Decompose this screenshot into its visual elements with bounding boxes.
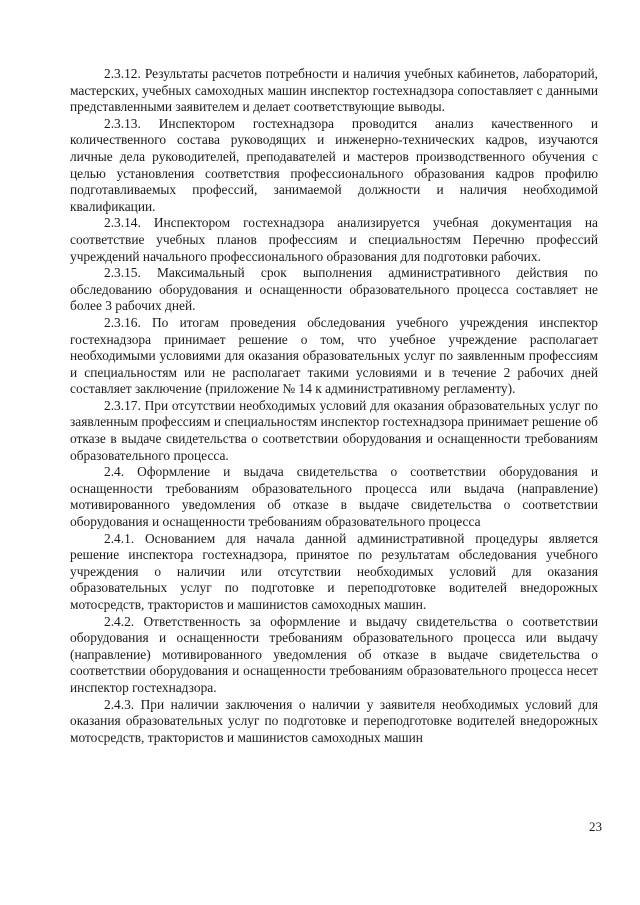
paragraph-2-3-15: 2.3.15. Максимальный срок выполнения административного действия по обследованию оборудования и оснащенности образовательного процесса составляет не более 3 рабочих дней. — [70, 265, 598, 314]
paragraph-2-4-2: 2.4.2. Ответственность за оформление и выдачу свидетельства о соответствии оборудования и оснащенности требованиям образовательного процесса или выдачу (направление) мотивированного уведомления об отказе в выдаче свидетельства о соответствии оборудования и оснащенности требованиям образовательного процесса несет инспектор гостехнадзора. — [70, 613, 598, 695]
page-number: 23 — [589, 819, 602, 834]
document-body — [70, 66, 598, 746]
paragraph-2-4-3: 2.4.3. При наличии заключения о наличии у заявителя необходимых условий для оказания образовательных услуг по подготовке и переподготовке водителей внедорожных мотосредств, трактористов и машинистов самоходных машин — [70, 696, 598, 745]
paragraph-2-3-13: 2.3.13. Инспектором гостехнадзора проводится анализ качественного и количественного состава руководящих и инженерно-технических кадров, изучаются личные дела руководителей, преподавателей и мастеров производственного обучения с целью установления соответствия профессионального образования кадров профилю подготавливаемых профессий, занимаемой должности и наличия необходимой квалификации. — [70, 115, 598, 214]
paragraph-2-3-16: 2.3.16. По итогам проведения обследования учебного учреждения инспектор гостехнадзора принимает решение о том, что учебное учреждение располагает необходимыми условиями для оказания образовательных услуг по заявленным профессиям и специальностям или не располагает такими условиями и в течение 2 рабочих дней составляет заключение (приложение № 14 к административному регламенту). — [70, 314, 598, 397]
paragraph-2-3-14: 2.3.14. Инспектором гостехнадзора анализируется учебная документация на соответствие учебных планов профессиям и специальностям Перечню профессий учреждений начального профессионального образования для подготовки рабочих. — [70, 215, 598, 264]
paragraph-2-3-17: 2.3.17. При отсутствии необходимых условий для оказания образовательных услуг по заявленным профессиям и специальностям инспектор гостехнадзора принимает решение об отказе в выдаче свидетельства о соответствии оборудования и оснащенности требованиям образовательного процесса. — [70, 397, 598, 463]
paragraph-2-4: 2.4. Оформление и выдача свидетельства о соответствии оборудования и оснащенности требованиям образовательного процесса или выдача (направление) мотивированного уведомления об отказе в выдаче свидетельства о соответствии оборудования и оснащенности требованиям образовательного процесса — [70, 464, 598, 530]
paragraph-2-3-12: 2.3.12. Результаты расчетов потребности и наличия учебных кабинетов, лабораторий, мастерских, учебных самоходных машин инспектор гостехнадзора сопоставляет с данными представленными заявителем и делает соответствующие выводы. — [70, 66, 598, 115]
paragraph-2-4-1: 2.4.1. Основанием для начала данной административной процедуры является решение инспектора гостехнадзора, принятое по результатам обследования учебного учреждения о наличии или отсутствии необходимых условий для оказания образовательных услуг по подготовке и переподготовке водителей внедорожных мотосредств, трактористов и машинистов самоходных машин. — [70, 530, 598, 612]
